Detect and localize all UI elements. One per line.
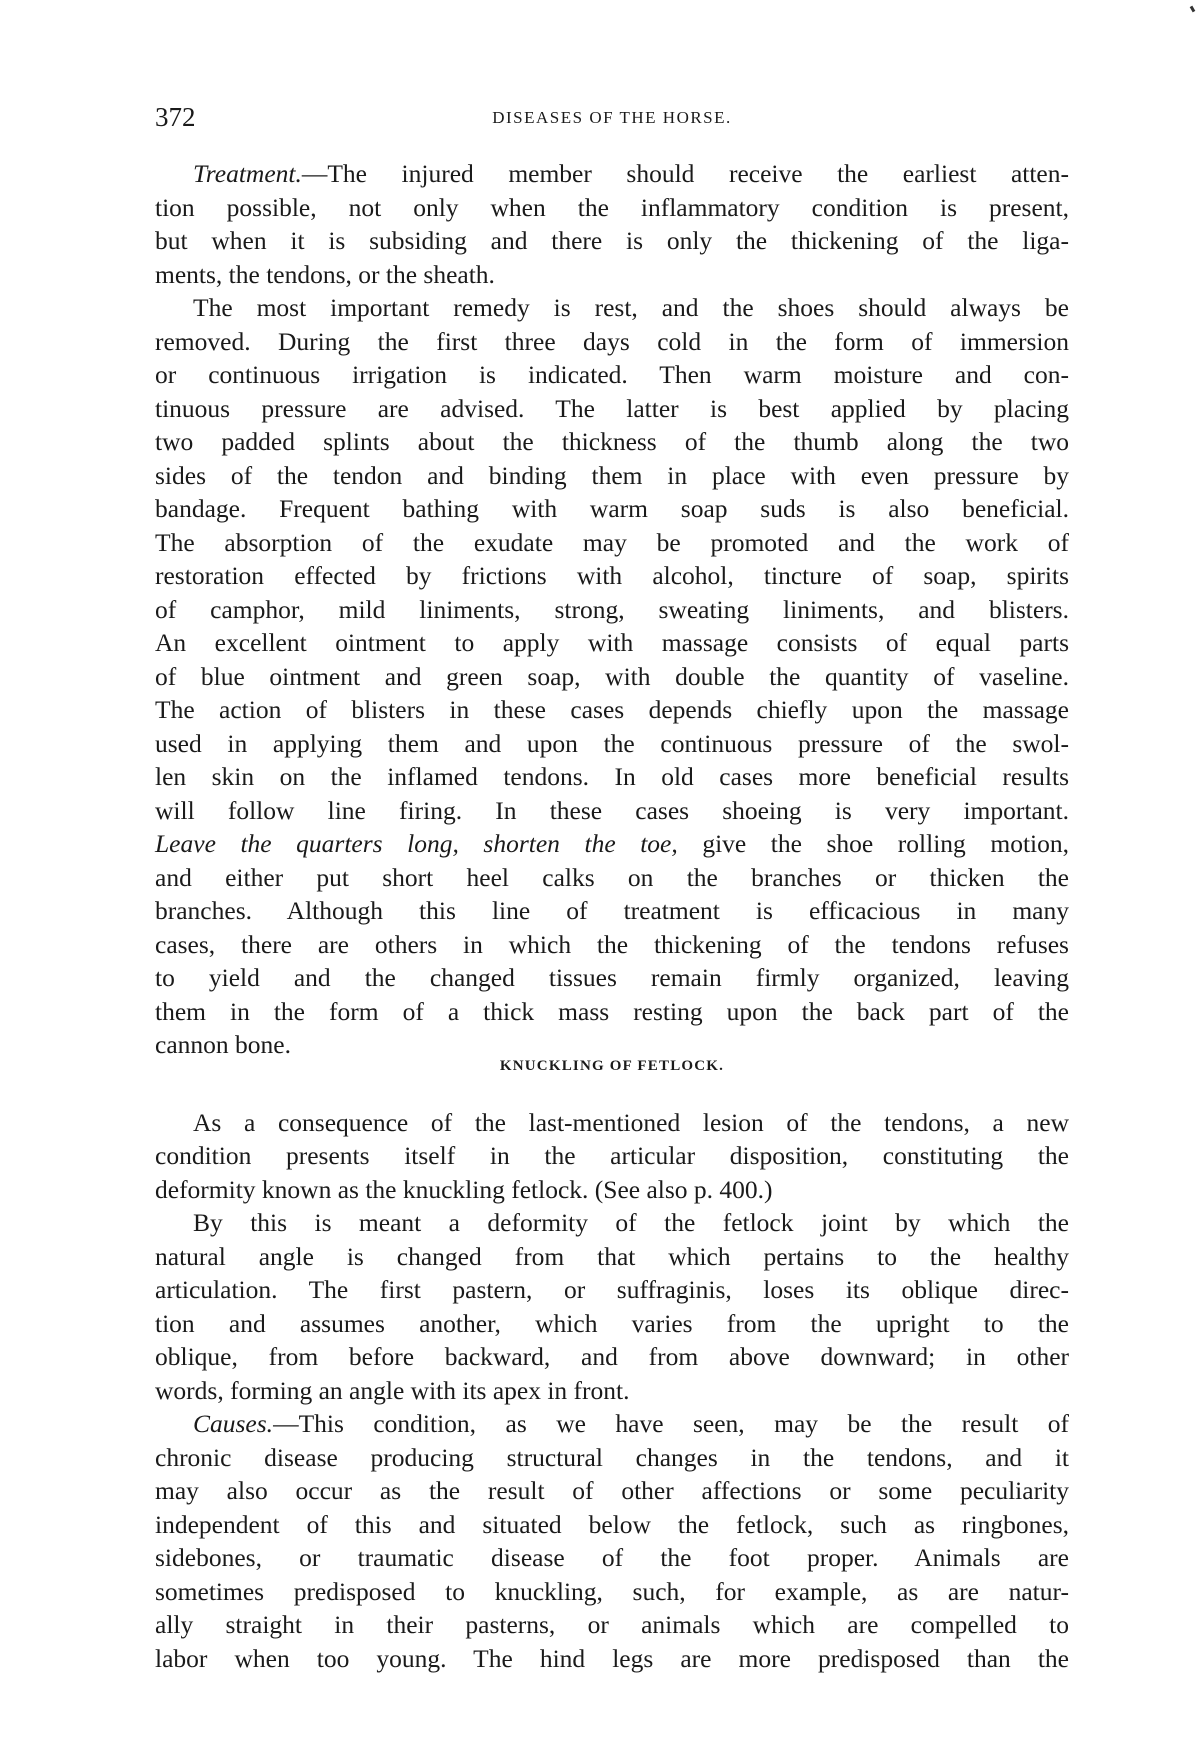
paragraph [155,1407,1069,1675]
text-line: tinuous pressure are advised. The latter is best applied by placing [155,393,1069,423]
text-line: The action of blisters in these cases depends chiefly upon the massage [155,695,1069,724]
paragraph [155,1206,1069,1407]
text-line: of camphor, mild liniments, strong, sweating liniments, and blisters. [155,594,1069,624]
text-line: may also occur as the result of other affections or some peculiarity [155,1476,1069,1505]
text-line: Causes.—This condition, as we have seen, may be the result of [193,1409,1069,1438]
text-line: or continuous irrigation is indicated. Then warm moisture and con- [155,360,1069,389]
paragraph [155,157,1069,291]
text-line: Treatment.—The injured member should receive the earliest atten- [193,159,1069,188]
text-line: to yield and the changed tissues remain firmly organized, leaving [155,963,1069,992]
text-line: cases, there are others in which the thickening of the tendons refuses [155,929,1069,959]
text-line: By this is meant a deformity of the fetlock joint by which the [193,1208,1069,1237]
paragraph [155,1106,1069,1207]
text-line: branches. Although this line of treatment is efficacious in many [155,896,1069,925]
text-line: cannon bone. [155,1030,291,1059]
text-line: bandage. Frequent bathing with warm soap suds is also beneficial. [155,494,1069,523]
text-line: As a consequence of the last-mentioned lesion of the tendons, a new [193,1107,1069,1137]
text-line: of blue ointment and green soap, with double the quantity of vaseline. [155,661,1069,691]
text-line: and either put short heel calks on the branches or thicken the [155,862,1069,892]
section-heading: KNUCKLING OF FETLOCK. [499,1057,725,1074]
page-header [155,102,1069,136]
text-line: Leave the quarters long, shorten the toe, give the shoe rolling motion, [155,829,1069,858]
text-line: oblique, from before backward, and from above downward; in other [155,1342,1069,1371]
text-line: len skin on the inflamed tendons. In old cases more beneficial results [155,762,1069,791]
paragraph [155,291,1069,1062]
text-line: tion and assumes another, which varies from the upright to the [155,1308,1069,1338]
text-line: sides of the tendon and binding them in place with even pressure by [155,460,1069,490]
text-line: sidebones, or traumatic disease of the foot proper. Animals are [155,1543,1069,1572]
page-number: 372 [155,102,196,132]
text-line: used in applying them and upon the continuous pressure of the swol- [155,728,1069,758]
text-line: The most important remedy is rest, and the shoes should always be [193,293,1069,322]
text-line: deformity known as the knuckling fetlock. (See also p. 400.) [155,1174,773,1204]
running-title: DISEASES OF THE HORSE. [492,108,732,127]
text-line: The absorption of the exudate may be promoted and the work of [155,527,1069,557]
text-line: labor when too young. The hind legs are more predisposed than the [155,1643,1069,1673]
text-line: sometimes predisposed to knuckling, such, for example, as are natur- [155,1576,1069,1606]
page-body [155,157,1069,1675]
italic-run: Treatment. [193,159,302,188]
text-line: independent of this and situated below the fetlock, such as ringbones, [155,1509,1069,1539]
text-line: chronic disease producing structural changes in the tendons, and it [155,1442,1069,1472]
text-line: An excellent ointment to apply with massage consists of equal parts [155,628,1069,657]
text-line: two padded splints about the thickness of the thumb along the two [155,427,1069,456]
text-line: condition presents itself in the articular disposition, constituting the [155,1141,1069,1170]
text-line: removed. During the first three days cold in the form of immersion [155,326,1069,356]
italic-run: Leave the quarters long, shorten the toe, [155,829,678,858]
italic-run: Causes. [193,1409,274,1438]
text-line: restoration effected by frictions with alcohol, tincture of soap, spirits [155,561,1069,590]
text-line: them in the form of a thick mass resting upon the back part of the [155,996,1069,1026]
text-line: but when it is subsiding and there is only the thickening of the liga- [155,226,1069,255]
scan-speck [1190,6,1196,13]
text-line: natural angle is changed from that which pertains to the healthy [155,1241,1069,1271]
text-line: ments, the tendons, or the sheath. [155,259,495,289]
text-line: ally straight in their pasterns, or animals which are compelled to [155,1610,1069,1639]
text-line: tion possible, not only when the inflammatory condition is present, [155,192,1069,222]
text-line: articulation. The first pastern, or suffraginis, loses its oblique direc- [155,1275,1069,1304]
text-line: will follow line firing. In these cases shoeing is very important. [155,795,1069,825]
text-line: words, forming an angle with its apex in front. [155,1375,630,1405]
